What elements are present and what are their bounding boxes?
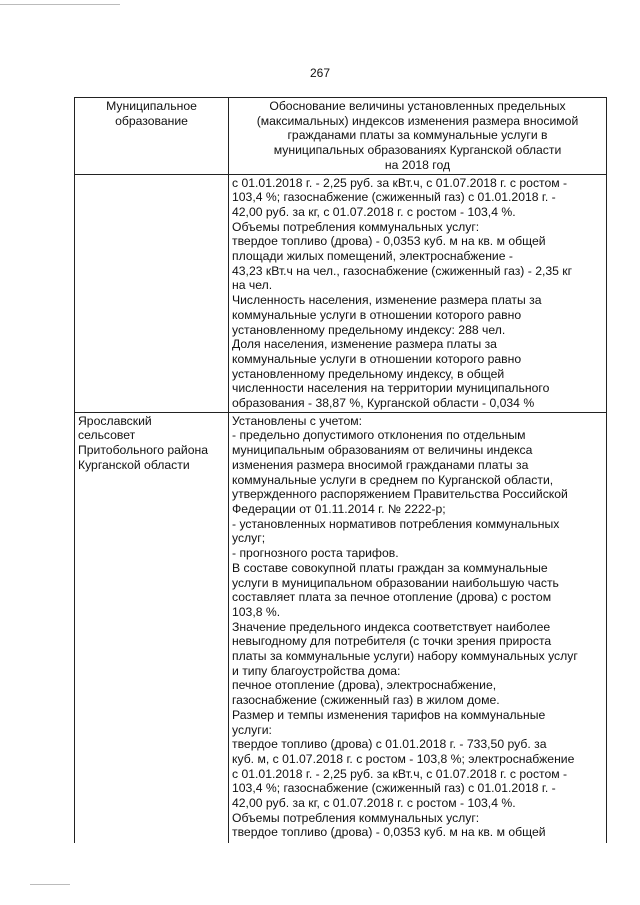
text-line: коммунальные услуги в отношении которого равно <box>232 351 522 366</box>
text-line: 42,00 руб. за кг, с 01.07.2018 г. с ростом - 103,4 %. <box>232 796 516 811</box>
text-line: Доля населения, изменение размера платы за <box>232 337 497 352</box>
text-line: составляет плата за печное отопление (дрова) с ростом <box>232 590 552 605</box>
text-line: изменения размера вносимой гражданами платы за <box>232 457 529 472</box>
header-justification <box>229 98 607 175</box>
text-line: 43,23 кВт.ч на чел., газоснабжение (сжиженный газ) - 2,35 кг <box>232 263 573 278</box>
table-header-row <box>75 98 607 175</box>
text-line: Объемы потребления коммунальных услуг: <box>232 810 480 825</box>
table-row <box>75 412 607 843</box>
text-line: платы за коммунальные услуги) набору коммунальных услуг <box>232 649 578 664</box>
municipality-line: Курганской области <box>78 457 190 472</box>
text-line: 103,8 %. <box>232 604 281 619</box>
municipality-cell <box>75 174 229 412</box>
text-line: услуг; <box>232 531 266 546</box>
text-line: Установлены с учетом: <box>232 413 362 428</box>
municipality-line: Притобольного района <box>78 443 209 458</box>
header-line: гражданами платы за коммунальные услуги в <box>287 128 548 143</box>
text-line: Федерации от 01.11.2014 г. № 2222-р; <box>232 501 446 516</box>
header-line: Муниципальное <box>106 99 197 113</box>
text-line: - установленных нормативов потребления коммунальных <box>232 516 560 531</box>
header-line: Обоснование величины установленных предельных <box>269 99 566 113</box>
municipality-cell <box>75 412 229 843</box>
header-municipality <box>75 98 229 175</box>
text-line: на чел. <box>232 278 273 293</box>
header-line: на 2018 год <box>384 157 451 172</box>
text-line: твердое топливо (дрова) - 0,0353 куб. м на кв. м общей <box>232 825 546 840</box>
text-line: твердое топливо (дрова) - 0,0353 куб. м на кв. м общей <box>232 234 546 249</box>
text-line: численности населения на территории муниципального <box>232 381 550 396</box>
header-line: образование <box>115 113 188 128</box>
text-line: Объемы потребления коммунальных услуг: <box>232 219 480 234</box>
text-line: 103,4 %; газоснабжение (сжиженный газ) с 01.01.2018 г. - <box>232 190 556 205</box>
text-line: твердое топливо (дрова) с 01.01.2018 г. - 733,50 руб. за <box>232 737 547 752</box>
text-line: услуги: <box>232 722 272 737</box>
text-line: коммунальные услуги в среднем по Курганской области, <box>232 472 554 487</box>
text-line: утвержденного распоряжением Правительства Российской <box>232 487 568 502</box>
text-line: установленному предельному индексу: 288 чел. <box>232 322 506 337</box>
text-line: газоснабжение (сжиженный газ) в жилом доме. <box>232 693 500 708</box>
table-row <box>75 174 607 412</box>
municipality-line: сельсовет <box>78 428 136 443</box>
text-line: - прогнозного роста тарифов. <box>232 546 399 561</box>
text-line: В составе совокупной платы граждан за коммунальные <box>232 560 548 575</box>
scan-artifact-top <box>0 4 120 5</box>
tariff-table <box>74 97 607 843</box>
text-line: Размер и темпы изменения тарифов на коммунальные <box>232 707 546 722</box>
text-line: установленному предельному индексу, в общей <box>232 366 505 381</box>
text-line: невыгодному для потребителя (с точки зрения прироста <box>232 634 552 649</box>
text-line: площади жилых помещений, электроснабжение - <box>232 249 513 264</box>
municipality-line: Ярославский <box>78 413 152 428</box>
justification-cell <box>229 412 607 843</box>
text-line: образования - 38,87 %, Курганской области - 0,034 % <box>232 396 535 411</box>
scan-artifact-bottom <box>30 884 70 885</box>
text-line: Значение предельного индекса соответствует наиболее <box>232 619 551 634</box>
text-line: Численность населения, изменение размера платы за <box>232 293 542 308</box>
text-line: с 01.01.2018 г. - 2,25 руб. за кВт.ч, с 01.07.2018 г. с ростом - <box>232 175 568 190</box>
text-line: коммунальные услуги в отношении которого равно <box>232 307 522 322</box>
text-line: - предельно допустимого отклонения по отдельным <box>232 428 526 443</box>
page-number: 267 <box>309 66 331 80</box>
text-line: и типу благоустройства дома: <box>232 663 401 678</box>
text-line: 103,4 %; газоснабжение (сжиженный газ) с 01.01.2018 г. - <box>232 781 556 796</box>
header-line: (максимальных) индексов изменения размера вносимой <box>256 113 579 128</box>
text-line: печное отопление (дрова), электроснабжение, <box>232 678 497 693</box>
text-line: услуги в муниципальном образовании наибольшую часть <box>232 575 559 590</box>
text-line: куб. м, с 01.07.2018 г. с ростом - 103,8 %; электроснабжение <box>232 751 575 766</box>
text-line: 42,00 руб. за кг, с 01.07.2018 г. с ростом - 103,4 %. <box>232 204 516 219</box>
text-line: с 01.01.2018 г. - 2,25 руб. за кВт.ч, с 01.07.2018 г. с ростом - <box>232 766 568 781</box>
text-line: муниципальным образованиям от величины индекса <box>232 443 533 458</box>
header-line: муниципальных образованиях Курганской области <box>273 143 562 158</box>
justification-cell <box>229 174 607 412</box>
